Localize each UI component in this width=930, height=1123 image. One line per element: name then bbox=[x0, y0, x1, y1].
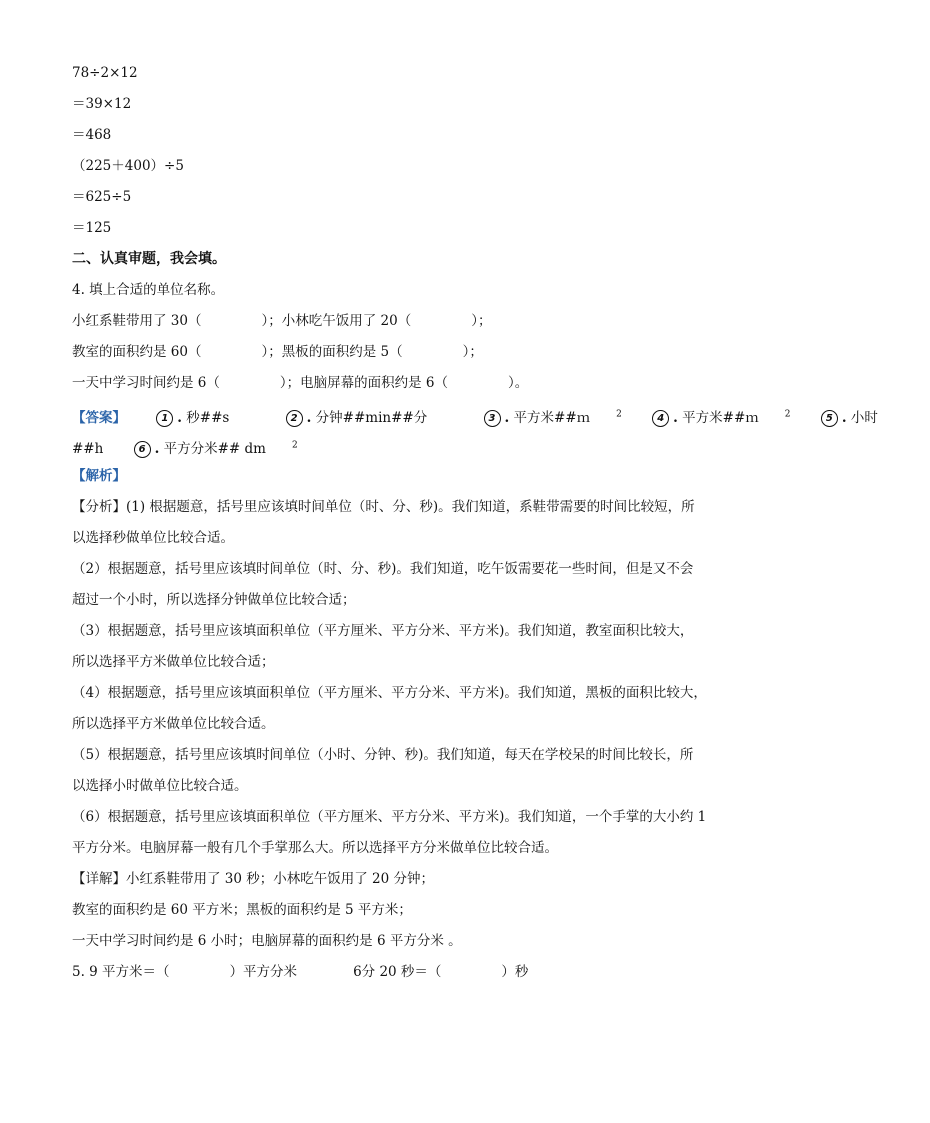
calc-line: （225＋400）÷5 bbox=[72, 158, 184, 174]
question-4-line-1: 小红系鞋带用了 30（ ）；小林吃午饭用了 20（ ）； bbox=[72, 313, 492, 329]
answer-5: 5 . 小时 bbox=[821, 410, 904, 426]
detail-line: 【详解】小红系鞋带用了 30 秒；小林吃午饭用了 20 分钟； bbox=[72, 871, 435, 887]
analysis-line: （6）根据题意，括号里应该填面积单位（平方厘米、平方分米、平方米)。我们知道，一个手掌的大小约 1 bbox=[72, 809, 707, 825]
detail-line: 一天中学习时间约是 6 小时；电脑屏幕的面积约是 6 平方分米 。 bbox=[72, 933, 462, 949]
answer-3: 3 . 平方米##ｍ $^2$ bbox=[484, 410, 622, 426]
question-5: 5. 9 平方米＝（ ）平方分米 6分 20 秒＝（ ）秒 bbox=[72, 964, 529, 980]
circled-1-icon: 1 bbox=[156, 410, 173, 427]
answer-5-alt: ##h bbox=[72, 440, 104, 457]
analysis-line: 所以选择平方米做单位比较合适。 bbox=[72, 716, 275, 732]
circled-4-icon: 4 bbox=[652, 410, 669, 427]
calc-line: ＝39×12 bbox=[72, 96, 132, 112]
question-4-title: 4. 填上合适的单位名称。 bbox=[72, 282, 225, 298]
detail-line: 教室的面积约是 60 平方米；黑板的面积约是 5 平方米； bbox=[72, 902, 412, 918]
circled-2-icon: 2 bbox=[286, 410, 303, 427]
analysis-line: （4）根据题意，括号里应该填面积单位（平方厘米、平方分米、平方米)。我们知道，黑板的面积比较大， bbox=[72, 685, 707, 701]
section-title: 二、认真审题，我会填。 bbox=[72, 251, 226, 267]
analysis-line: （5）根据题意，括号里应该填时间单位（小时、分钟、秒)。我们知道，每天在学校呆的时间比较长，所 bbox=[72, 747, 694, 763]
circled-6-icon: 6 bbox=[134, 441, 151, 458]
document-page bbox=[72, 58, 878, 988]
answer-1: 1 . 秒##s bbox=[156, 410, 255, 426]
analysis-line: 超过一个小时，所以选择分钟做单位比较合适； bbox=[72, 592, 356, 608]
answer-2: 2 . 分钟##min##分 bbox=[286, 410, 454, 426]
circled-3-icon: 3 bbox=[484, 410, 501, 427]
analysis-label: 【解析】 bbox=[72, 468, 126, 484]
calc-line: ＝468 bbox=[72, 127, 112, 143]
analysis-line: 所以选择平方米做单位比较合适； bbox=[72, 654, 275, 670]
answer-6: 6 . 平方分米## dm $^2$ bbox=[134, 441, 298, 457]
analysis-line: 平方分米。电脑屏幕一般有几个手掌那么大。所以选择平方分米做单位比较合适。 bbox=[72, 840, 558, 856]
analysis-line: 以选择小时做单位比较合适。 bbox=[72, 778, 248, 794]
answer-4: 4 . 平方米##ｍ $^2$ bbox=[652, 410, 790, 426]
circled-5-icon: 5 bbox=[821, 410, 838, 427]
answer-label: 【答案】 bbox=[72, 409, 126, 426]
answer-line bbox=[72, 399, 878, 430]
question-4-line-2: 教室的面积约是 60（ ）；黑板的面积约是 5（ ）； bbox=[72, 344, 483, 360]
calc-line: ＝625÷5 bbox=[72, 189, 132, 205]
analysis-line: （3）根据题意，括号里应该填面积单位（平方厘米、平方分米、平方米)。我们知道，教室面积比较大， bbox=[72, 623, 694, 639]
analysis-line: 【分析】(1) 根据题意，括号里应该填时间单位（时、分、秒)。我们知道，系鞋带需要的时间比较短，所 bbox=[72, 499, 695, 515]
answer-line-2 bbox=[72, 430, 732, 461]
analysis-line: （2）根据题意，括号里应该填时间单位（时、分、秒)。我们知道，吃午饭需要花一些时间，但是又不会 bbox=[72, 561, 694, 577]
calc-line: ＝125 bbox=[72, 220, 112, 236]
calc-line: 78÷2×12 bbox=[72, 65, 138, 81]
question-4-line-3: 一天中学习时间约是 6（ ）；电脑屏幕的面积约是 6（ ）。 bbox=[72, 375, 529, 391]
analysis-line: 以选择秒做单位比较合适。 bbox=[72, 530, 234, 546]
